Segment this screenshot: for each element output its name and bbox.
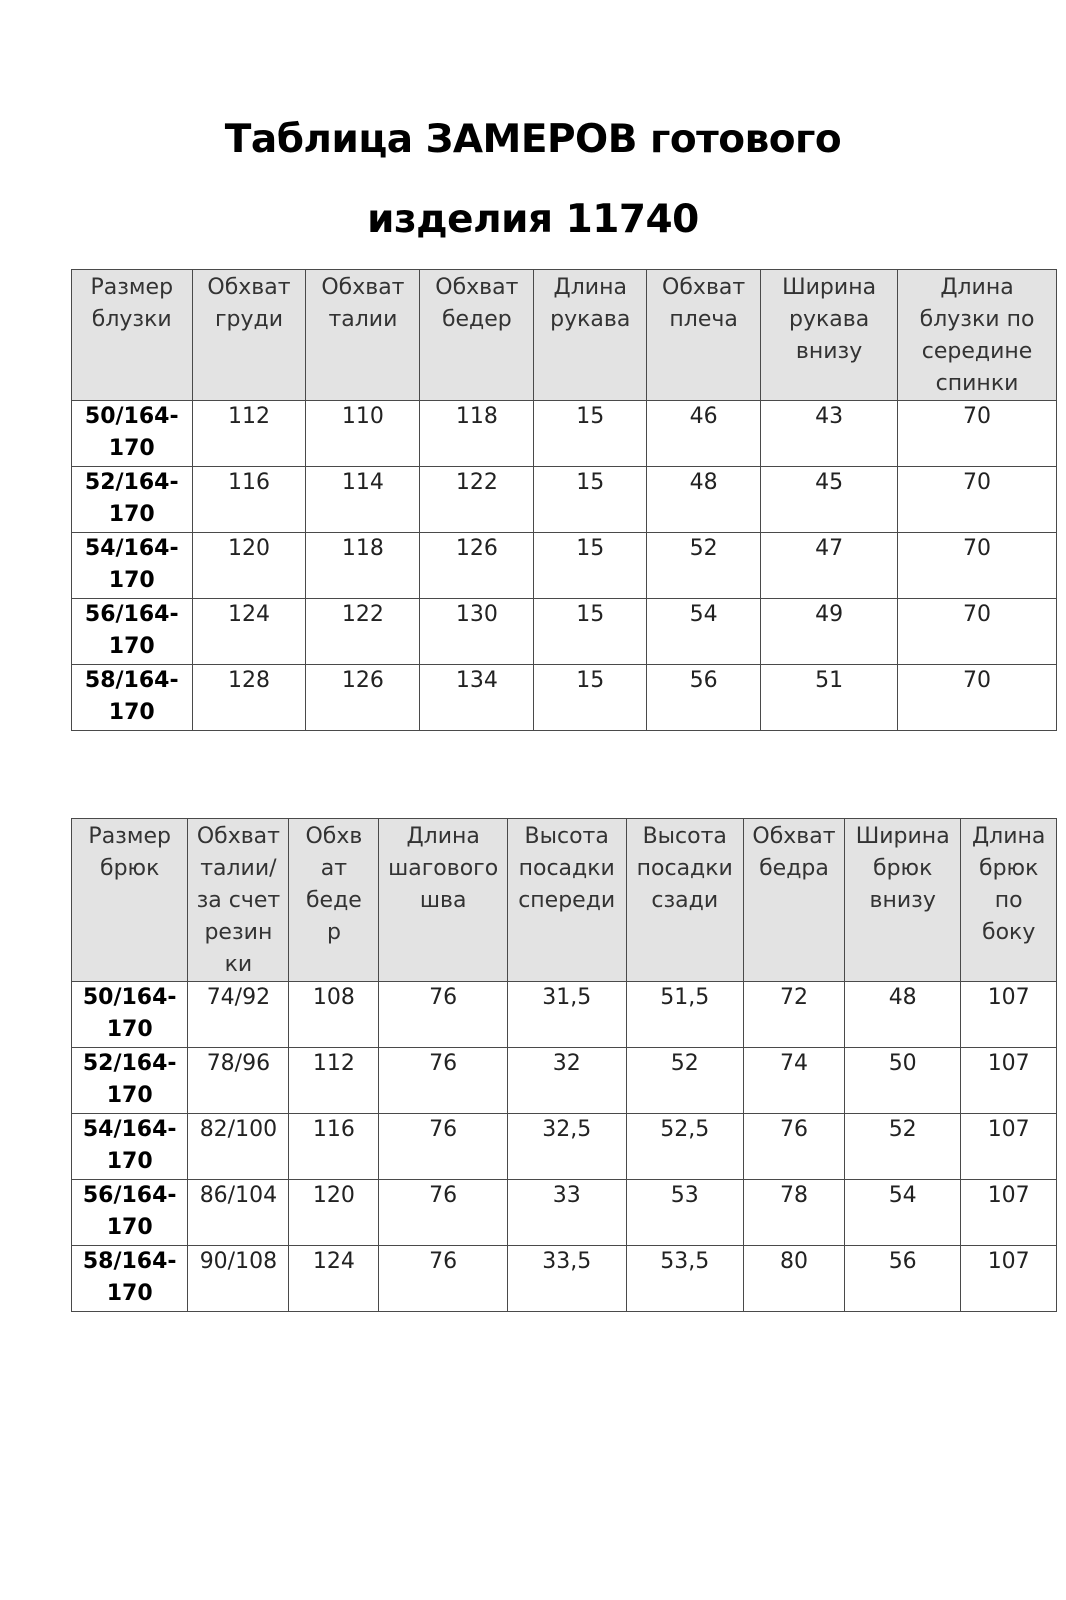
- pants-header-line: сзади: [651, 888, 719, 913]
- blouse-size-line: 170: [108, 700, 155, 725]
- pants-header-line: Обхв: [305, 824, 363, 849]
- blouse-size-line: 52/164-: [84, 470, 179, 495]
- blouse-header-line: плеча: [669, 307, 738, 332]
- pants-size-line: 170: [106, 1017, 153, 1042]
- page-title-line-2: изделия 11740: [367, 197, 699, 242]
- pants-header-line: по: [994, 888, 1023, 913]
- blouse-value-cell: 120: [192, 533, 306, 599]
- pants-value-cell: 120: [289, 1180, 379, 1246]
- pants-header-line: Ширина: [855, 824, 950, 849]
- blouse-value-cell: 116: [192, 467, 306, 533]
- pants-value-cell: 53,5: [626, 1246, 743, 1312]
- blouse-size-line: 170: [108, 568, 155, 593]
- pants-header-cell: [507, 819, 626, 982]
- pants-value-cell: 90/108: [188, 1246, 289, 1312]
- pants-size-line: 170: [106, 1083, 153, 1108]
- pants-value-cell: 52,5: [626, 1114, 743, 1180]
- pants-header-cell: [289, 819, 379, 982]
- pants-header-line: посадки: [636, 856, 733, 881]
- pants-value-cell: 107: [961, 1246, 1057, 1312]
- pants-header-cell: [379, 819, 507, 982]
- pants-header-line: р: [326, 920, 341, 945]
- blouse-header-cell: [72, 270, 193, 401]
- table-row: [72, 599, 1057, 665]
- blouse-header-line: Обхват: [662, 275, 746, 300]
- pants-value-cell: 54: [845, 1180, 961, 1246]
- pants-header-cell: [72, 819, 188, 982]
- pants-header-line: Обхват: [196, 824, 280, 849]
- pants-value-cell: 116: [289, 1114, 379, 1180]
- table-row: [72, 1114, 1057, 1180]
- blouse-header-line: блузки: [91, 307, 172, 332]
- blouse-value-cell: 124: [192, 599, 306, 665]
- table-row: [72, 1246, 1057, 1312]
- page-title-line-1: Таблица ЗАМЕРОВ готового: [224, 117, 842, 162]
- pants-header-cell: [961, 819, 1057, 982]
- blouse-header-line: бедер: [441, 307, 512, 332]
- pants-value-cell: 32: [507, 1048, 626, 1114]
- blouse-size-cell: [72, 401, 193, 467]
- blouse-header-line: Обхват: [321, 275, 405, 300]
- blouse-header-cell: [761, 270, 898, 401]
- pants-size-cell: [72, 1048, 188, 1114]
- pants-header-line: Высота: [524, 824, 609, 849]
- blouse-value-cell: 15: [534, 533, 647, 599]
- blouse-value-cell: 15: [534, 401, 647, 467]
- table-row: [72, 1180, 1057, 1246]
- blouse-value-cell: 45: [761, 467, 898, 533]
- blouse-header-line: внизу: [795, 339, 863, 364]
- pants-header-line: шва: [419, 888, 467, 913]
- table-row: [72, 467, 1057, 533]
- blouse-header-cell: [420, 270, 534, 401]
- pants-value-cell: 80: [743, 1246, 844, 1312]
- blouse-header-line: рукава: [788, 307, 870, 332]
- blouse-value-cell: 49: [761, 599, 898, 665]
- pants-value-cell: 124: [289, 1246, 379, 1312]
- pants-header-line: посадки: [518, 856, 615, 881]
- pants-header-line: спереди: [518, 888, 616, 913]
- blouse-size-cell: [72, 533, 193, 599]
- pants-value-cell: 52: [845, 1114, 961, 1180]
- blouse-header-row: [72, 270, 1057, 401]
- pants-header-line: за счет: [196, 888, 281, 913]
- pants-size-cell: [72, 982, 188, 1048]
- blouse-header-line: Обхват: [207, 275, 291, 300]
- blouse-header-line: Длина: [940, 275, 1014, 300]
- pants-measurements-table: [71, 818, 1057, 1312]
- pants-value-cell: 51,5: [626, 982, 743, 1048]
- blouse-value-cell: 126: [306, 665, 420, 731]
- blouse-value-cell: 15: [534, 599, 647, 665]
- pants-header-cell: [743, 819, 844, 982]
- table-row: [72, 1048, 1057, 1114]
- blouse-header-line: груди: [214, 307, 284, 332]
- pants-value-cell: 76: [379, 1180, 507, 1246]
- blouse-value-cell: 128: [192, 665, 306, 731]
- pants-value-cell: 76: [379, 1246, 507, 1312]
- pants-value-cell: 108: [289, 982, 379, 1048]
- blouse-size-line: 50/164-: [84, 404, 179, 429]
- pants-value-cell: 31,5: [507, 982, 626, 1048]
- table-row: [72, 401, 1057, 467]
- blouse-value-cell: 118: [306, 533, 420, 599]
- blouse-header-line: Размер: [90, 275, 174, 300]
- blouse-value-cell: 46: [647, 401, 761, 467]
- blouse-size-line: 170: [108, 502, 155, 527]
- blouse-header-line: Длина: [553, 275, 627, 300]
- blouse-value-cell: 43: [761, 401, 898, 467]
- pants-header-line: Обхват: [752, 824, 836, 849]
- blouse-value-cell: 122: [420, 467, 534, 533]
- pants-header-line: брюк: [979, 856, 1039, 881]
- pants-value-cell: 52: [626, 1048, 743, 1114]
- pants-value-cell: 107: [961, 1048, 1057, 1114]
- blouse-value-cell: 110: [306, 401, 420, 467]
- pants-size-line: 58/164-: [82, 1249, 177, 1274]
- pants-size-cell: [72, 1246, 188, 1312]
- blouse-value-cell: 51: [761, 665, 898, 731]
- pants-size-cell: [72, 1180, 188, 1246]
- pants-header-line: брюк: [100, 856, 160, 881]
- pants-size-line: 54/164-: [82, 1117, 177, 1142]
- blouse-value-cell: 48: [647, 467, 761, 533]
- blouse-header-line: талии: [328, 307, 398, 332]
- pants-value-cell: 76: [743, 1114, 844, 1180]
- pants-header-line: бедра: [759, 856, 829, 881]
- blouse-size-line: 56/164-: [84, 602, 179, 627]
- blouse-value-cell: 114: [306, 467, 420, 533]
- pants-value-cell: 33: [507, 1180, 626, 1246]
- blouse-value-cell: 54: [647, 599, 761, 665]
- blouse-header-line: Ширина: [782, 275, 877, 300]
- blouse-header-cell: [898, 270, 1057, 401]
- blouse-size-cell: [72, 599, 193, 665]
- pants-header-line: внизу: [869, 888, 936, 913]
- pants-value-cell: 78/96: [188, 1048, 289, 1114]
- blouse-value-cell: 70: [898, 599, 1057, 665]
- blouse-value-cell: 70: [898, 401, 1057, 467]
- blouse-value-cell: 70: [898, 665, 1057, 731]
- blouse-header-line: середине: [921, 339, 1033, 364]
- pants-size-line: 50/164-: [82, 985, 177, 1010]
- pants-header-line: боку: [982, 920, 1036, 945]
- blouse-value-cell: 118: [420, 401, 534, 467]
- blouse-value-cell: 15: [534, 665, 647, 731]
- blouse-size-line: 170: [108, 436, 155, 461]
- table-row: [72, 665, 1057, 731]
- pants-value-cell: 33,5: [507, 1246, 626, 1312]
- blouse-header-line: спинки: [935, 371, 1019, 396]
- blouse-value-cell: 134: [420, 665, 534, 731]
- blouse-header-cell: [534, 270, 647, 401]
- blouse-value-cell: 112: [192, 401, 306, 467]
- pants-value-cell: 76: [379, 1114, 507, 1180]
- blouse-header-line: Обхват: [435, 275, 519, 300]
- pants-header-line: беде: [305, 888, 362, 913]
- pants-value-cell: 74/92: [188, 982, 289, 1048]
- blouse-header-cell: [647, 270, 761, 401]
- blouse-value-cell: 122: [306, 599, 420, 665]
- pants-size-line: 170: [106, 1215, 153, 1240]
- pants-header-line: Размер: [88, 824, 171, 849]
- pants-value-cell: 78: [743, 1180, 844, 1246]
- pants-value-cell: 112: [289, 1048, 379, 1114]
- pants-value-cell: 86/104: [188, 1180, 289, 1246]
- blouse-size-cell: [72, 665, 193, 731]
- pants-value-cell: 50: [845, 1048, 961, 1114]
- pants-header-line: Высота: [642, 824, 727, 849]
- blouse-size-line: 170: [108, 634, 155, 659]
- pants-header-line: шагового: [388, 856, 499, 881]
- pants-size-line: 170: [106, 1149, 153, 1174]
- pants-value-cell: 53: [626, 1180, 743, 1246]
- pants-size-line: 56/164-: [82, 1183, 177, 1208]
- pants-value-cell: 76: [379, 1048, 507, 1114]
- blouse-size-line: 58/164-: [84, 668, 179, 693]
- pants-header-line: ат: [320, 856, 348, 881]
- pants-value-cell: 107: [961, 982, 1057, 1048]
- pants-header-line: брюк: [873, 856, 933, 881]
- pants-value-cell: 74: [743, 1048, 844, 1114]
- blouse-value-cell: 130: [420, 599, 534, 665]
- blouse-value-cell: 70: [898, 533, 1057, 599]
- pants-header-cell: [188, 819, 289, 982]
- pants-size-cell: [72, 1114, 188, 1180]
- pants-header-cell: [845, 819, 961, 982]
- blouse-value-cell: 56: [647, 665, 761, 731]
- pants-header-line: Длина: [971, 824, 1046, 849]
- blouse-value-cell: 70: [898, 467, 1057, 533]
- blouse-header-line: блузки по: [919, 307, 1035, 332]
- blouse-header-cell: [306, 270, 420, 401]
- blouse-value-cell: 15: [534, 467, 647, 533]
- blouse-value-cell: 52: [647, 533, 761, 599]
- blouse-header-cell: [192, 270, 306, 401]
- blouse-value-cell: 47: [761, 533, 898, 599]
- blouse-value-cell: 126: [420, 533, 534, 599]
- pants-value-cell: 48: [845, 982, 961, 1048]
- blouse-measurements-table: [71, 269, 1057, 731]
- pants-size-line: 170: [106, 1281, 153, 1306]
- pants-value-cell: 107: [961, 1114, 1057, 1180]
- pants-value-cell: 107: [961, 1180, 1057, 1246]
- pants-value-cell: 76: [379, 982, 507, 1048]
- pants-header-line: ки: [224, 952, 253, 977]
- pants-header-line: Длина: [406, 824, 480, 849]
- table-row: [72, 982, 1057, 1048]
- table-row: [72, 533, 1057, 599]
- pants-header-line: резин: [204, 920, 273, 945]
- pants-value-cell: 82/100: [188, 1114, 289, 1180]
- pants-value-cell: 56: [845, 1246, 961, 1312]
- pants-value-cell: 72: [743, 982, 844, 1048]
- pants-header-cell: [626, 819, 743, 982]
- pants-size-line: 52/164-: [82, 1051, 177, 1076]
- pants-header-line: талии/: [200, 856, 277, 881]
- pants-value-cell: 32,5: [507, 1114, 626, 1180]
- blouse-size-cell: [72, 467, 193, 533]
- pants-header-row: [72, 819, 1057, 982]
- blouse-size-line: 54/164-: [84, 536, 179, 561]
- blouse-header-line: рукава: [550, 307, 631, 332]
